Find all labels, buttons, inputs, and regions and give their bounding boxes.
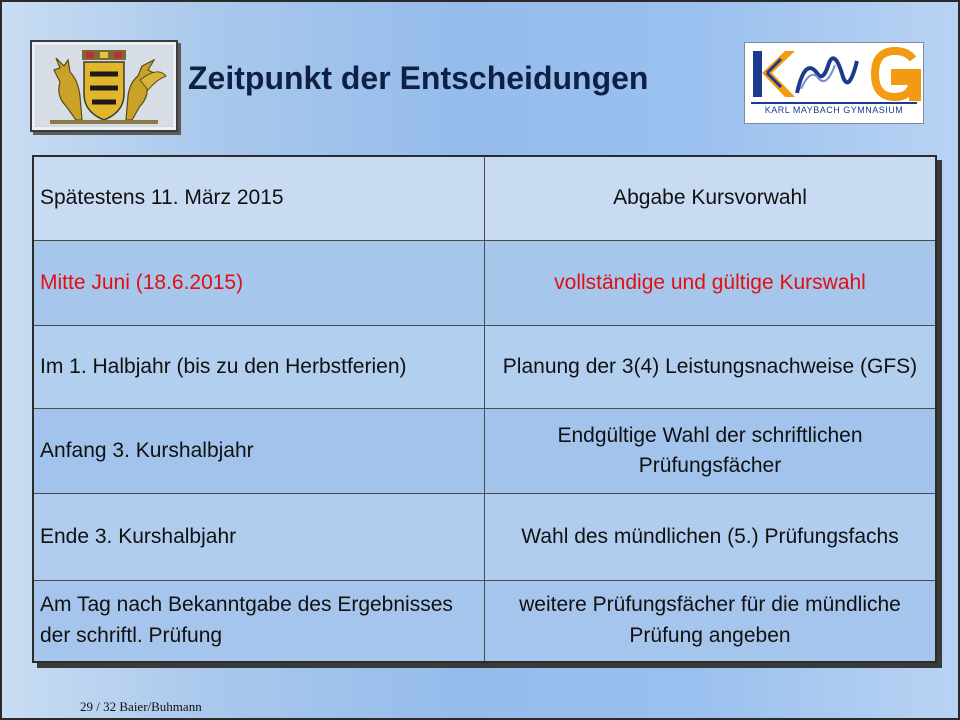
row-what: Planung der 3(4) Leistungsnachweise (GFS) [485,325,937,408]
table-row [33,408,936,493]
row-when: Am Tag nach Bekanntgabe des Ergebnisses der schriftl. Prüfung [33,580,485,662]
table-row [33,325,936,408]
row-what: weitere Prüfungsfächer für die mündliche Prüfung angeben [485,580,937,662]
table-row [33,494,936,580]
slide-footer [80,699,202,715]
row-when: Im 1. Halbjahr (bis zu den Herbstferien) [33,325,485,408]
school-logo-caption: KARL MAYBACH GYMNASIUM [764,105,904,115]
coat-of-arms-icon [30,40,178,132]
row-what: Endgültige Wahl der schriftlichen Prüfungsfächer [485,408,937,493]
table-row [33,156,936,241]
logo-divider [751,102,917,104]
table-row-highlighted [33,241,936,325]
row-when: Mitte Juni (18.6.2015) [33,241,485,325]
row-when: Anfang 3. Kurshalbjahr [33,408,485,493]
row-what: vollständige und gültige Kurswahl [485,241,937,325]
row-when: Ende 3. Kurshalbjahr [33,494,485,580]
row-when: Spätestens 11. März 2015 [33,156,485,241]
row-what: Abgabe Kursvorwahl [485,156,937,241]
footer-authors: Baier/Buhmann [119,699,202,714]
page-title: Zeitpunkt der Entscheidungen [188,60,649,96]
table-row [33,580,936,662]
row-what: Wahl des mündlichen (5.) Prüfungsfachs [485,494,937,580]
page-number: 29 / 32 [80,699,117,714]
decision-table-container [32,155,937,663]
school-logo-icon [744,42,924,124]
decision-table [32,155,937,663]
